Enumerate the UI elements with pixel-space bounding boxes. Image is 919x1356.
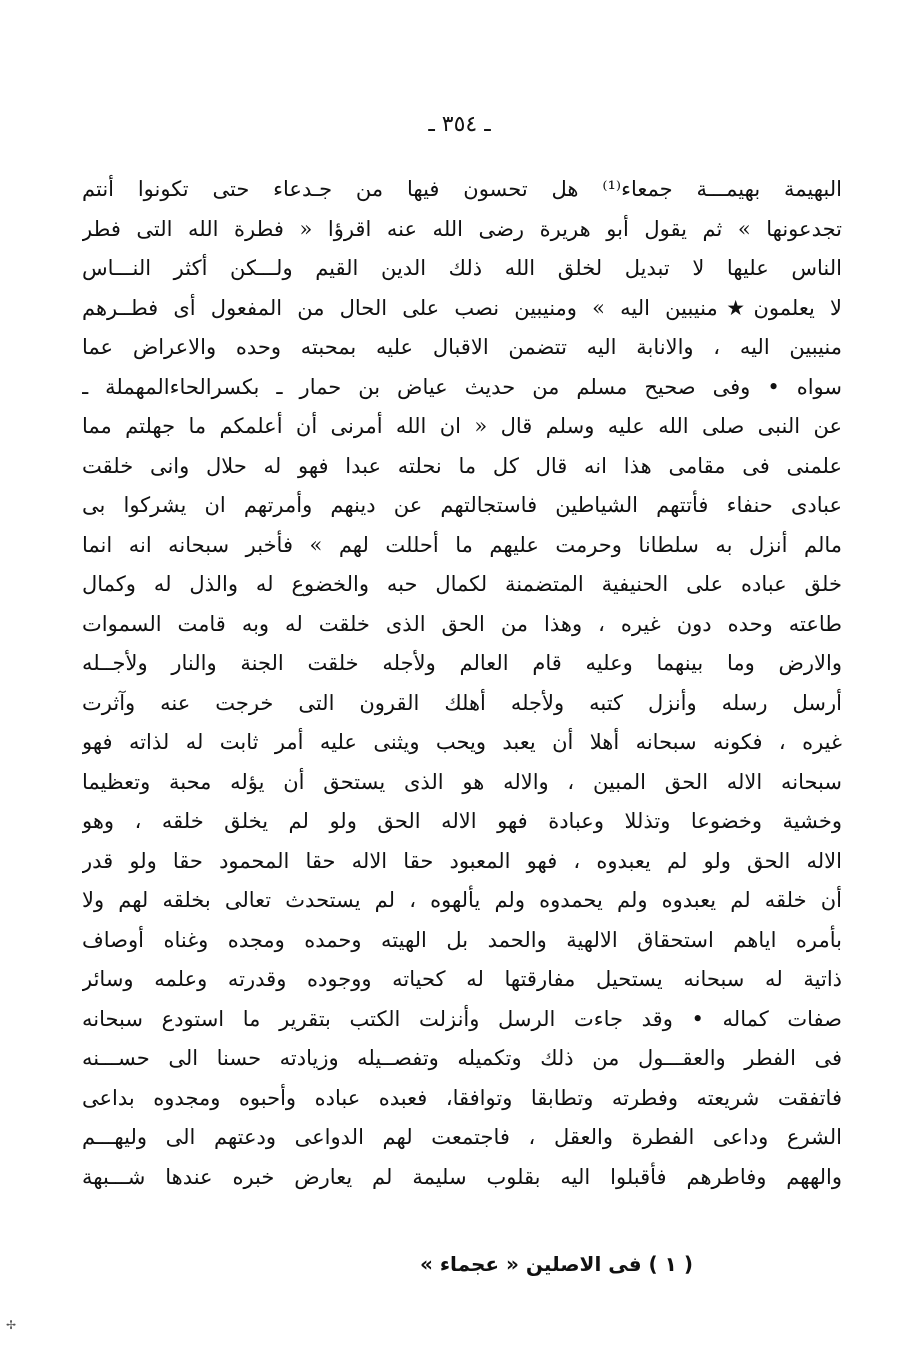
- text-line: أرسل رسله وأنزل كتبه ولأجله أهلك القرون التى خرجت عنه وآثرت: [82, 690, 842, 715]
- text-line: أن خلقه لم يعبدوه ولم يحمدوه ولم يألهوه ، لم يستحدث تعالى بخلقه لهم ولا: [82, 888, 842, 912]
- footnote: ( ١ ) فى الاصلين « عجماء »: [419, 1252, 693, 1276]
- text-line: تجدعونها » ثم يقول أبو هريرة رضى الله عنه اقرؤا « فطرة الله التى فطر: [82, 216, 842, 241]
- text-line: لا يعلمون★منيبين اليه » ومنيبين نصب على الحال من المفعول أى فطــرهم: [82, 295, 842, 320]
- text-line: سبحانه الاله الحق المبين ، والاله هو الذى يستحق أن يؤله محبة وتعظيما: [82, 769, 842, 794]
- text-line: طاعته وحده دون غيره ، وهذا من الحق الذى خلقت له وبه قامت السموات: [82, 611, 842, 636]
- text-line: علمنى فى مقامى هذا انه قال كل ما نحلته عبدا فهو له حلال وانى خلقت: [82, 453, 842, 478]
- page-number: ـ ٣٥٤ ـ: [428, 112, 491, 137]
- text-line: ذاتية له سبحانه يستحيل مفارقتها له كحياته ووجوده وقدرته وعلمه وسائر: [82, 967, 842, 991]
- text-line: فى الفطر والعقـــول من ذلك وتكميله وتفصــيله وزيادته حسنا الى حســـنه: [82, 1046, 842, 1070]
- text-line: عن النبى صلى الله عليه وسلم قال « ان الله أمرنى أن أعلمكم ما جهلتم مما: [82, 414, 842, 438]
- text-line: الشرع وداعى الفطرة والعقل ، فاجتمعت لهم الدواعى ودعتهم الى وليهـــم: [82, 1125, 842, 1149]
- text-line: والههم وفاطرهم فأقبلوا اليه بقلوب سليمة لم يعارض خبره عندها شـــبهة: [82, 1164, 842, 1189]
- text-line: والارض وما بينهما وعليه قام العالم ولأجله خلقت الجنة والنار ولأجــله: [82, 651, 842, 675]
- text-line: خلق عباده على الحنيفية المتضمنة لكمال حبه والخضوع له والذل له وكمال: [82, 572, 842, 596]
- text-line: صفات كماله • وقد جاءت الرسل وأنزلت الكتب بتقرير ما استودع سبحانه: [82, 1006, 842, 1031]
- text-line: وخشية وخضوعا وتذللا وعبادة فهو الاله الحق ولو لم يخلق خلقه ، وهو: [82, 809, 842, 833]
- text-line: غيره ، فكونه سبحانه أهلا أن يعبد ويحب ويثنى عليه أمر ثابت له لذاته فهو: [82, 730, 842, 754]
- text-line: منيبين اليه ، والانابة اليه تتضمن الاقبال عليه بمحبته وحده والاعراض عما: [82, 335, 842, 359]
- text-line: مالم أنزل به سلطانا وحرمت عليهم ما أحللت لهم » فأخبر سبحانه انه انما: [82, 532, 842, 557]
- text-line: بأمره اياهم استحقاق الالهية والحمد بل الهيته وحمده ومجده وغناه أوصاف: [82, 927, 842, 952]
- text-line: سواه • وفى صحيح مسلم من حديث عياض بن حمار ـ بكسرالحاءالمهملة ـ: [82, 374, 842, 399]
- text-line: عبادى حنفاء فأتتهم الشياطين فاستجالتهم عن دينهم وأمرتهم ان يشركوا بى: [82, 493, 842, 517]
- text-line: البهيمة بهيمـــة جمعاء⁽¹⁾ هل تحسون فيها من جـدعاء حتى تكونوا أنتم: [82, 177, 842, 201]
- body-text: [82, 170, 842, 1197]
- text-line: الناس عليها لا تبديل لخلق الله ذلك الدين القيم ولـــكن أكثر النـــاس: [82, 256, 842, 280]
- scan-mark-icon: ✢: [6, 1318, 17, 1332]
- text-line: الاله الحق ولو لم يعبدوه ، فهو المعبود حقا الاله حقا المحمود حقا ولو قدر: [82, 848, 842, 873]
- text-line: فاتفقت شريعته وفطرته وتطابقا وتوافقا، فعبده عباده وأحبوه ومجدوه بداعى: [82, 1085, 842, 1110]
